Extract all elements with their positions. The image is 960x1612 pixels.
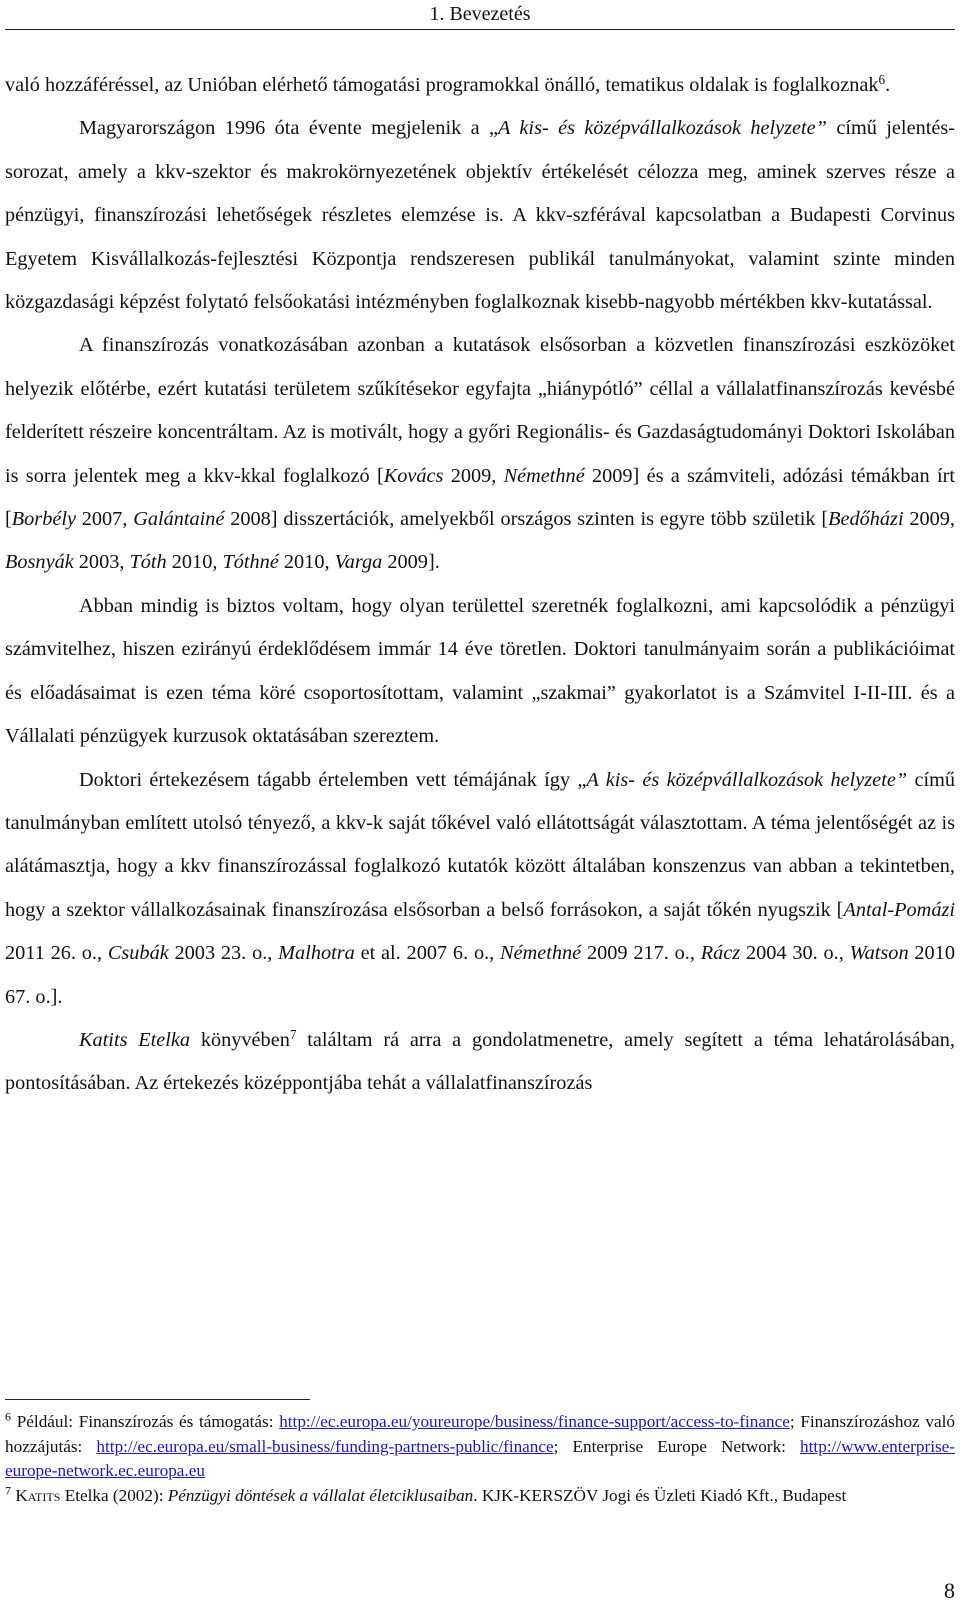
header-rule [5,29,955,30]
text-run: Magyarországon 1996 óta évente megjelenik a „ [79,117,499,140]
italic-title: A kis- és középvállalkozások helyzete” [586,768,908,791]
paragraph [5,759,955,1019]
footnote-separator [5,1399,310,1400]
cited-author: Tóthné [222,551,279,574]
cited-author: Kovács [383,464,444,487]
text-run: . [885,74,891,96]
footnote-marker: 7 [5,1482,12,1497]
text-run: című jelentés-sorozat, amely a kkv-szektor és makrokörnyezetének objektív értékelését célozza meg, aminek szerves része a pénzügyi, finanszírozási lehetőségek részletes elemzése is. A kkv-szférával kapcsolatban a Budapesti Corvinus Egyetem Kisvállalkozás-fejlesztési Központja rendszeresen publikál tanulmányokat, valamint szinte minden közgazdasági képzést folytató felsőokatási intézményben foglalkoznak kisebb-nagyobb mértékben kkv-kutatással. [5,117,955,314]
footnote-ref-6[interactable]: 6 [878,71,886,87]
text-run: könyvében [190,1028,290,1051]
page-number: 8 [944,1578,955,1603]
text-run: Doktori értekezésem tágabb értelemben vett témájának így „ [79,768,587,791]
text-run: 2008] disszertációk, amelyekből országos szinten is egyre több születik [ [224,508,829,531]
footnote-link-funding-partners[interactable]: http://ec.europa.eu/small-business/funding-partners-public/finance [96,1436,554,1456]
text-run: 2003 23. o., [168,942,279,965]
footnote-7 [5,1484,955,1509]
text-run: 2004 30. o., [740,942,850,965]
footnote-link-access-to-finance[interactable]: http://ec.europa.eu/youreurope/business/finance-support/access-to-finance [279,1412,790,1431]
body-text [5,64,955,1106]
paragraph [5,585,955,759]
paragraph [5,107,955,324]
text-run: Például: Finanszírozás és támogatás: [11,1412,280,1431]
footnote-ref-7[interactable]: 7 [289,1026,297,1042]
cited-author: Antal-Pomázi [843,898,955,921]
text-run: 2010 67. o.]. [5,942,955,1008]
cited-author: Varga [334,551,383,574]
cited-author: Borbély [11,508,76,531]
running-header: 1. Bevezetés [429,3,531,25]
cited-author: Némethné [500,942,582,965]
text-run: 2010, [278,551,335,574]
text-run: való hozzáféréssel, az Unióban elérhető támogatási programokkal önálló, tematikus oldalak is foglalkoznak [5,74,879,96]
text-run: 2007, [75,508,134,531]
text-run: találtam rá arra a gondolatmenetre, amely segített a téma lehatárolásában, pontosításában. Az értekezés középpontjába tehát a vállalatfinanszírozás [5,1028,955,1095]
footnote-6 [5,1410,955,1484]
cited-author: Katits Etelka [79,1028,191,1051]
cited-author: Rácz [700,942,741,965]
text-run: A finanszírozás vonatkozásában azonban a kutatások elsősorban a közvetlen finanszírozási eszközöket helyezik előtérbe, ezért kutatási területem szűkítésekor egyfajta „hiánypótló” céllal a vállalatfinanszírozás kevésbé felderített részeire koncentráltam. Az is motivált, hogy a győri Regionális- és Gazdaságtudományi Doktori Iskolában is sorra jelentek meg a kkv-kkal foglalkozó [ [5,334,955,487]
text-run: 2003, [73,551,130,574]
footnote-book-title: Pénzügyi döntések a vállalat életciklusaiban [167,1485,474,1505]
text-run: . KJK-KERSZÖV Jogi és Üzleti Kiadó Kft., Budapest [473,1485,847,1505]
text-run: et al. 2007 6. o., [354,942,501,965]
cited-author: Némethné [503,464,585,487]
paragraph [5,324,955,584]
text-run: ; Enterprise Europe Network: [553,1436,801,1456]
cited-author: Tóth [129,551,167,574]
cited-author: Bedőházi [828,508,904,531]
cited-author: Csubák [107,942,169,965]
cited-author: Malhotra [278,942,355,965]
text-run: ; Finanszírozáshoz való hozzájutás: [5,1412,955,1456]
text-run: című tanulmányban említett utolsó tényező, a kkv-k saját tőkével való ellátottságát választottam. A téma jelentőségét az is alátámasztja, hogy a kkv finanszírozással foglalkozó kutatók között általában konszenzus van abban a tekintetben, hogy a szektor vállalkozásainak finanszírozása elsősorban a belső forrásokon, a saját tőkén nyugszik [ [5,768,955,921]
text-run: 2011 26. o., [5,942,108,965]
text-run: 2010, [166,551,223,574]
cited-author: Watson [849,942,909,965]
text-run: 2009] és a számviteli, adózási témákban írt [ [5,464,955,531]
text-run: Abban mindig is biztos voltam, hogy olyan területtel szeretnék foglalkozni, ami kapcsolódik a pénzügyi számvitelhez, hiszen ezirányú érdeklődésem immár 14 éve töretlen. Doktori tanulmányaim során a publikációimat és előadásaimat is ezen téma köré csoportosítottam, valamint „szakmai” gyakorlatot is a Számvitel I-II-III. és a Vállalati pénzügyek kurzusok oktatásában szereztem. [5,594,955,748]
text-run: 2009, [903,508,955,531]
text-run: 2009, [443,464,504,487]
italic-title: A kis- és középvállalkozások helyzete” [498,117,827,140]
text-run: 2009]. [382,551,440,574]
text-run: 2009 217. o., [581,942,701,965]
footnote-author: Katits [15,1485,61,1505]
cited-author: Bosnyák [5,551,74,574]
text-run: Etelka (2002): [60,1485,168,1505]
cited-author: Galántainé [133,508,225,531]
paragraph-continuation [5,64,955,107]
footnote-marker: 6 [5,1409,12,1424]
paragraph [5,1019,955,1106]
footnotes [5,1410,955,1508]
footnote-link-enterprise-europe-network[interactable]: http://www.enterprise-europe-network.ec.europa.eu [5,1436,956,1480]
